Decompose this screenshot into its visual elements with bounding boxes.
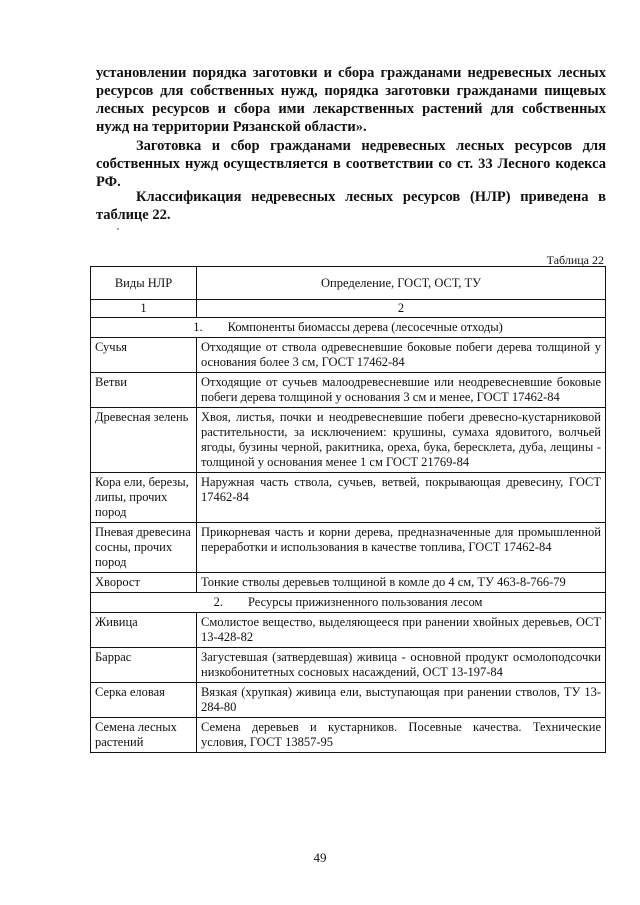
row-definition: Отходящие от сучьев малоодревесневшие или неодревесневшие боковые побеги дерева толщиной у основания 3 см и менее, ГОСТ 17462-84 [197, 373, 606, 408]
section-row [91, 593, 606, 613]
table-row [91, 523, 606, 573]
colnum-2: 2 [197, 300, 606, 318]
header-col-types: Виды НЛР [91, 267, 197, 300]
table-caption: Таблица 22 [546, 253, 604, 267]
table-row [91, 338, 606, 373]
row-definition: Семена деревьев и кустарников. Посевные качества. Технические условия, ГОСТ 13857-95 [197, 718, 606, 753]
intro-paragraph: установлении порядка заготовки и сбора гражданами недревесных лесных ресурсов для собственных нужд, порядка заготовки гражданами пищевых лесных ресурсов и сбора ими лекарственных растений для собственных нужд на территории Рязанской области». [96, 65, 606, 135]
table-row [91, 613, 606, 648]
row-definition: Вязкая (хрупкая) живица ели, выступающая при ранении стволов, ТУ 13-284-80 [197, 683, 606, 718]
row-name: Живица [91, 613, 197, 648]
table-row [91, 648, 606, 683]
row-definition: Прикорневая часть и корни дерева, предназначенные для промышленной переработки и использования в качестве топлива, ГОСТ 17462-84 [197, 523, 606, 573]
table-row [91, 573, 606, 593]
table-row [91, 373, 606, 408]
paragraph-classification: Классификация недревесных лесных ресурсов (НЛР) приведена в таблице 22. [96, 189, 606, 223]
row-name: Сучья [91, 338, 197, 373]
row-name: Серка еловая [91, 683, 197, 718]
scan-speck [117, 228, 119, 230]
row-definition: Загустевшая (затвердевшая) живица - основной продукт осмолоподсочки низкобонитетных сосновых насаждений, ОСТ 13-197-84 [197, 648, 606, 683]
table-row [91, 408, 606, 473]
section-row [91, 318, 606, 338]
table-row [91, 683, 606, 718]
row-name: Хворост [91, 573, 197, 593]
section-1-title: 1. Компоненты биомассы дерева (лесосечные отходы) [91, 318, 606, 338]
nlr-table [90, 266, 606, 753]
table-row [91, 718, 606, 753]
row-definition: Хвоя, листья, почки и неодревесневшие побеги древесно-кустарниковой растительности, за исключением: крушины, сумаха ядовитого, волчьей ягоды, бузины черной, ракитника, ореха, бука, бересклета, дуба, лещины - толщиной у основания менее 1 см ГОСТ 21769-84 [197, 408, 606, 473]
page-number: 49 [313, 850, 327, 865]
row-name: Пневая древесина сосны, прочих пород [91, 523, 197, 573]
row-name: Семена лесных растений [91, 718, 197, 753]
colnum-1: 1 [91, 300, 197, 318]
row-name: Ветви [91, 373, 197, 408]
row-definition: Тонкие стволы деревьев толщиной в комле до 4 см, ТУ 463-8-766-79 [197, 573, 606, 593]
table-row [91, 473, 606, 523]
row-name: Кора ели, березы, липы, прочих пород [91, 473, 197, 523]
section-2-title: 2. Ресурсы прижизненного пользования лесом [91, 593, 606, 613]
row-definition: Наружная часть ствола, сучьев, ветвей, покрывающая древесину, ГОСТ 17462-84 [197, 473, 606, 523]
row-definition: Отходящие от ствола одревесневшие боковые побеги дерева толщиной у основания более 3 см, ГОСТ 17462-84 [197, 338, 606, 373]
table-header-row [91, 267, 606, 300]
row-definition: Смолистое вещество, выделяющееся при ранении хвойных деревьев, ОСТ 13-428-82 [197, 613, 606, 648]
header-col-definition: Определение, ГОСТ, ОСТ, ТУ [197, 267, 606, 300]
row-name: Древесная зелень [91, 408, 197, 473]
paragraph-harvesting: Заготовка и сбор гражданами недревесных лесных ресурсов для собственных нужд осуществляется в соответствии со ст. 33 Лесного кодекса РФ. [96, 138, 606, 190]
column-number-row [91, 300, 606, 318]
row-name: Баррас [91, 648, 197, 683]
